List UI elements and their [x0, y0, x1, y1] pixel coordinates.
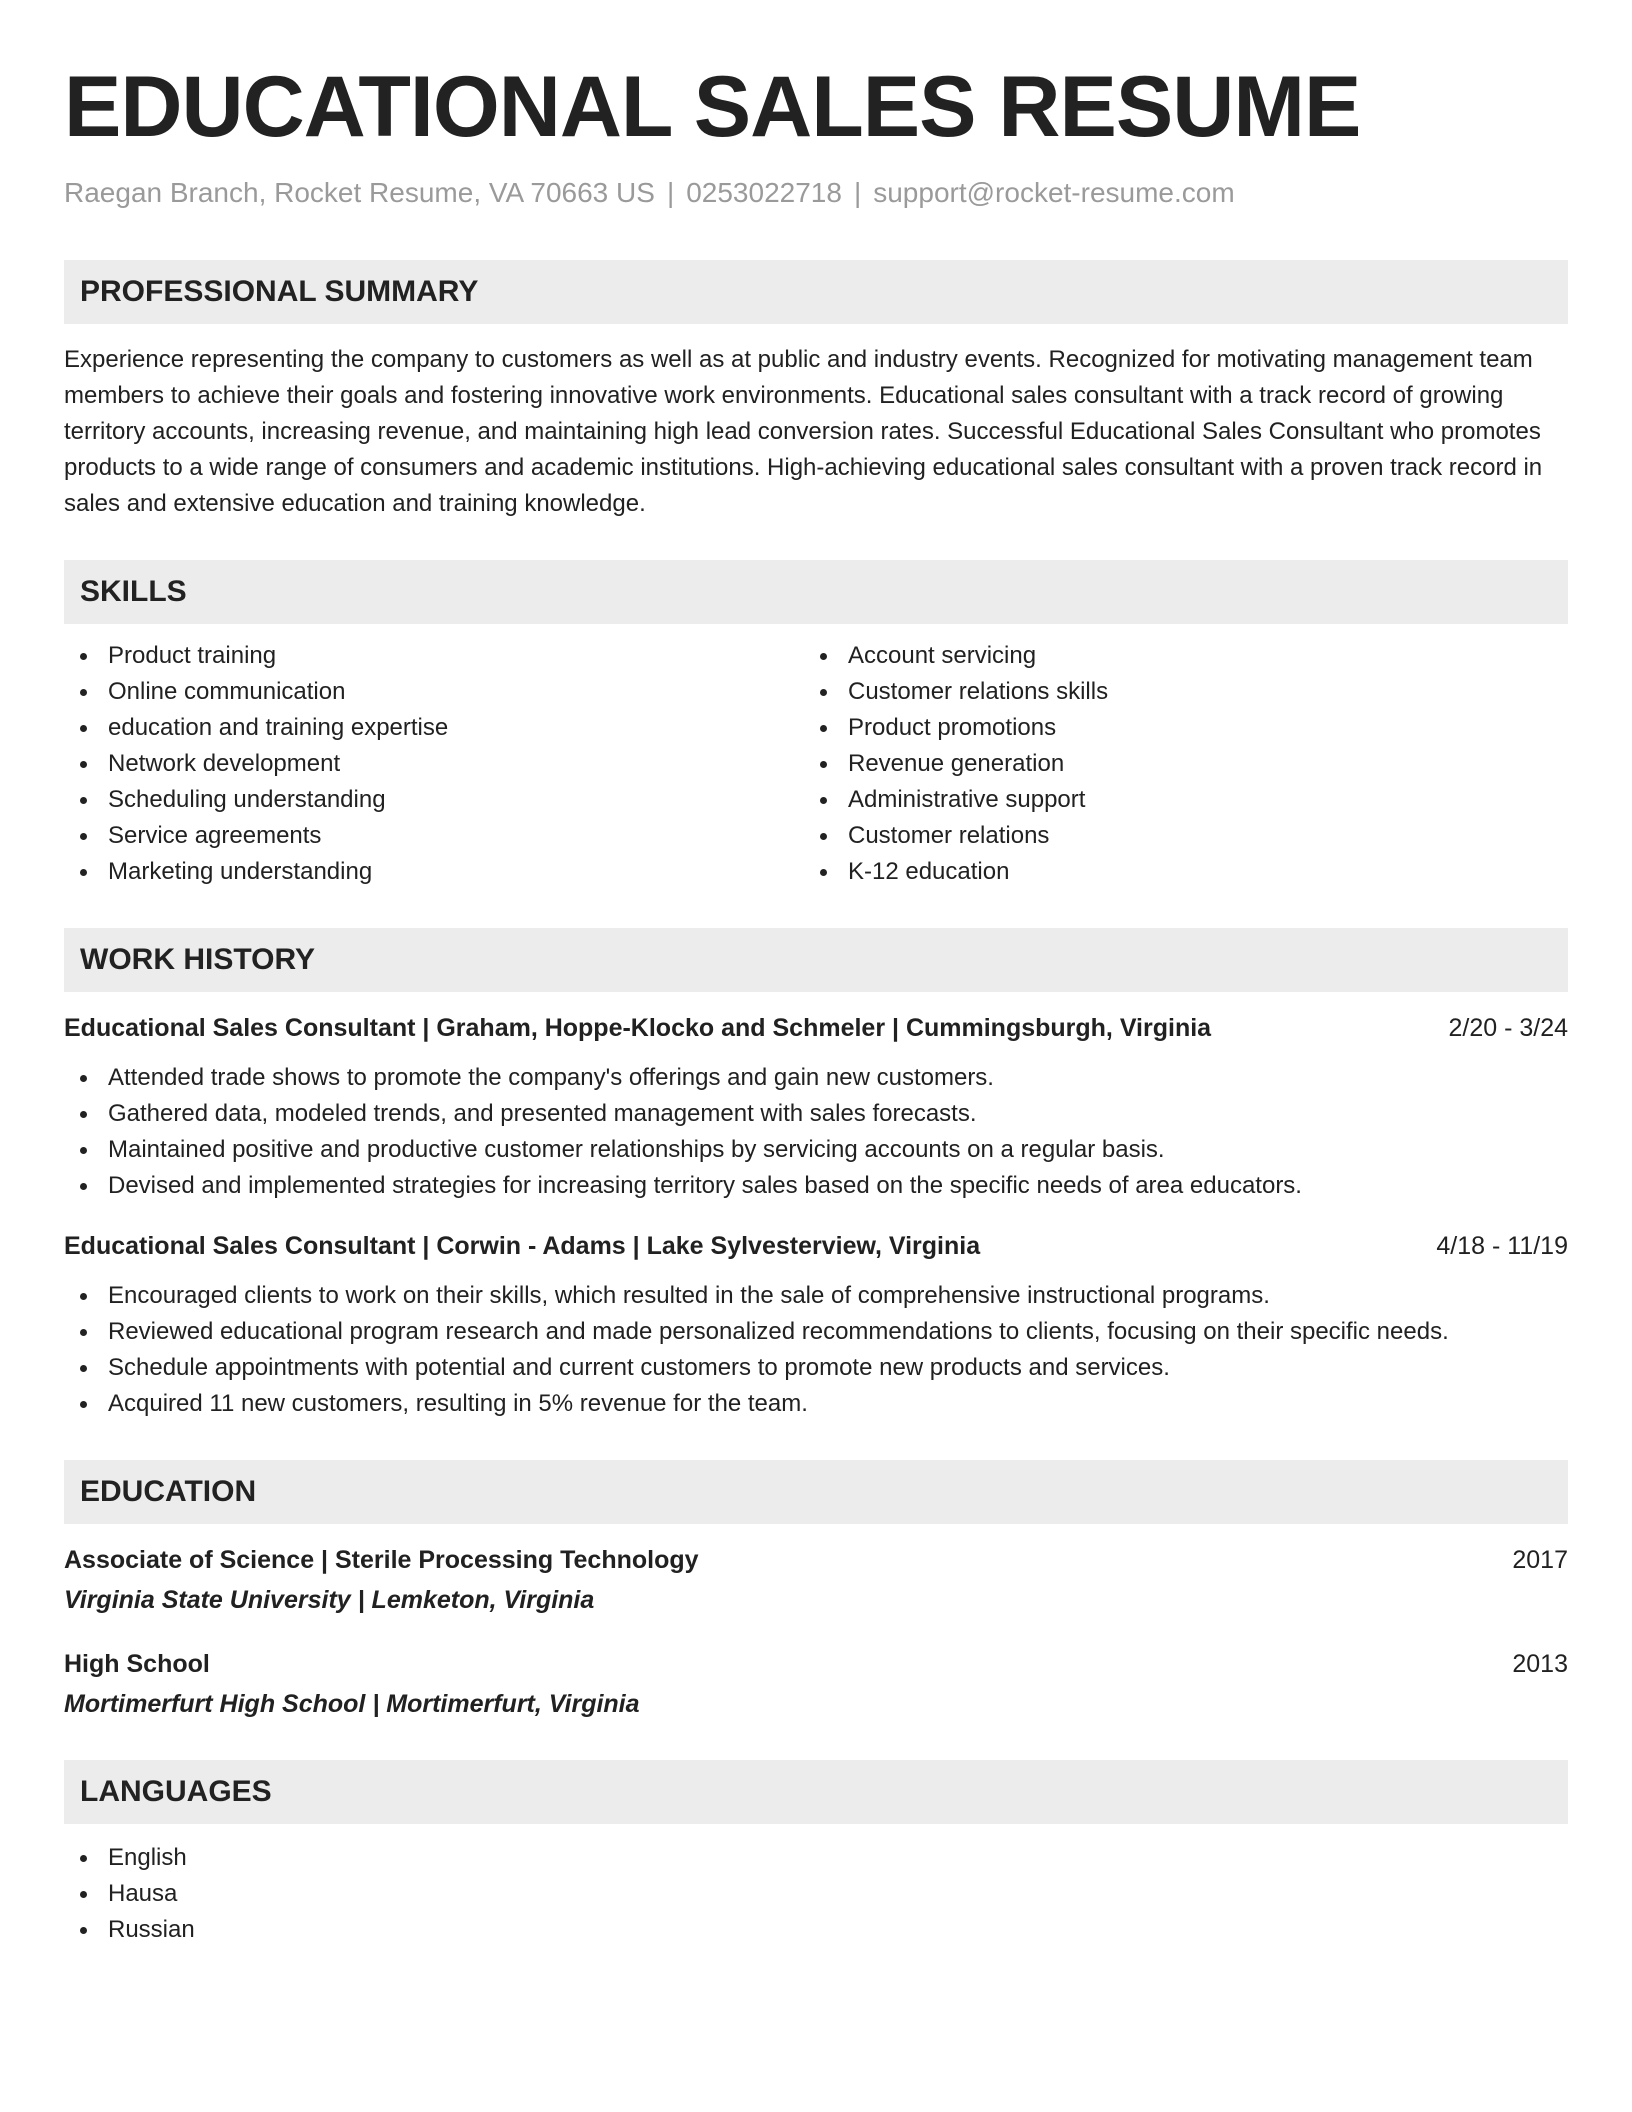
section-heading-work-history: WORK HISTORY — [64, 928, 1568, 992]
degree-title: High School — [64, 1649, 210, 1678]
job-bullet: Devised and implemented strategies for increasing territory sales based on the specific needs of area educators. — [64, 1168, 1568, 1204]
section-heading-skills: SKILLS — [64, 560, 1568, 624]
job-bullets — [64, 1060, 1568, 1204]
section-heading-summary: PROFESSIONAL SUMMARY — [64, 260, 1568, 324]
school-name: Mortimerfurt High School | Mortimerfurt, Virginia — [64, 1689, 640, 1718]
job-bullet: Reviewed educational program research and made personalized recommendations to clients, focusing on their specific needs. — [64, 1314, 1568, 1350]
education-entry — [64, 1542, 1568, 1618]
section-heading-education: EDUCATION — [64, 1460, 1568, 1524]
school-name: Virginia State University | Lemketon, Virginia — [64, 1585, 595, 1614]
contact-line — [64, 176, 1568, 210]
resume-title: EDUCATIONAL SALES RESUME — [64, 59, 1361, 155]
job-entry — [64, 1010, 1568, 1204]
education-header — [64, 1646, 1568, 1682]
skills-list — [64, 638, 1568, 890]
skill-item: Online communication — [64, 674, 804, 710]
skill-item: education and training expertise — [64, 710, 804, 746]
skill-item: Network development — [64, 746, 804, 782]
skill-item: Scheduling understanding — [64, 782, 804, 818]
contact-separator: | — [853, 177, 862, 208]
job-header — [64, 1228, 1568, 1264]
job-title: Educational Sales Consultant | Corwin - Adams | Lake Sylvesterview, Virginia — [64, 1231, 981, 1260]
education-entry — [64, 1646, 1568, 1722]
skill-item: Service agreements — [64, 818, 804, 854]
job-bullet: Encouraged clients to work on their skills, which resulted in the sale of comprehensive instructional programs. — [64, 1278, 1568, 1314]
education-year: 2013 — [1512, 1649, 1568, 1678]
job-bullet: Maintained positive and productive customer relationships by servicing accounts on a regular basis. — [64, 1132, 1568, 1168]
contact-separator: | — [666, 177, 675, 208]
job-bullet: Schedule appointments with potential and current customers to promote new products and services. — [64, 1350, 1568, 1386]
contact-address: Raegan Branch, Rocket Resume, VA 70663 US — [64, 177, 655, 208]
job-bullet: Attended trade shows to promote the company's offerings and gain new customers. — [64, 1060, 1568, 1096]
skill-item: K-12 education — [804, 854, 1544, 890]
degree-title: Associate of Science | Sterile Processing Technology — [64, 1545, 699, 1574]
language-item: Hausa — [64, 1876, 1568, 1912]
job-bullet: Acquired 11 new customers, resulting in 5% revenue for the team. — [64, 1386, 1568, 1422]
job-dates: 4/18 - 11/19 — [1436, 1231, 1568, 1260]
skill-item: Customer relations skills — [804, 674, 1544, 710]
job-entry — [64, 1228, 1568, 1422]
language-item: Russian — [64, 1912, 1568, 1948]
job-bullet: Gathered data, modeled trends, and presented management with sales forecasts. — [64, 1096, 1568, 1132]
skill-item: Customer relations — [804, 818, 1544, 854]
job-header — [64, 1010, 1568, 1046]
language-item: English — [64, 1840, 1568, 1876]
skills-column-right — [804, 638, 1544, 890]
skill-item: Revenue generation — [804, 746, 1544, 782]
summary-text: Experience representing the company to customers as well as at public and industry events. Recognized for motivating management team members to achieve their goals and fostering innovative work environments. Educational sales consultant with a track record of growing territory accounts, increasing revenue, and maintaining high lead conversion rates. Successful Educational Sales Consultant who promotes products to a wide range of consumers and academic institutions. High-achieving educational sales consultant with a proven track record in sales and extensive education and training knowledge. — [64, 345, 1543, 517]
education-year: 2017 — [1512, 1545, 1568, 1574]
section-heading-languages: LANGUAGES — [64, 1760, 1568, 1824]
contact-phone: 0253022718 — [686, 177, 842, 208]
job-bullets — [64, 1278, 1568, 1422]
skill-item: Product promotions — [804, 710, 1544, 746]
skill-item: Product training — [64, 638, 804, 674]
skill-item: Account servicing — [804, 638, 1544, 674]
contact-email[interactable]: support@rocket-resume.com — [873, 177, 1235, 208]
education-header — [64, 1542, 1568, 1578]
job-title: Educational Sales Consultant | Graham, Hoppe-Klocko and Schmeler | Cummingsburgh, Virginia — [64, 1013, 1212, 1042]
languages-list — [64, 1840, 1568, 1948]
skills-column-left — [64, 638, 804, 890]
job-dates: 2/20 - 3/24 — [1448, 1013, 1568, 1042]
skill-item: Administrative support — [804, 782, 1544, 818]
skill-item: Marketing understanding — [64, 854, 804, 890]
